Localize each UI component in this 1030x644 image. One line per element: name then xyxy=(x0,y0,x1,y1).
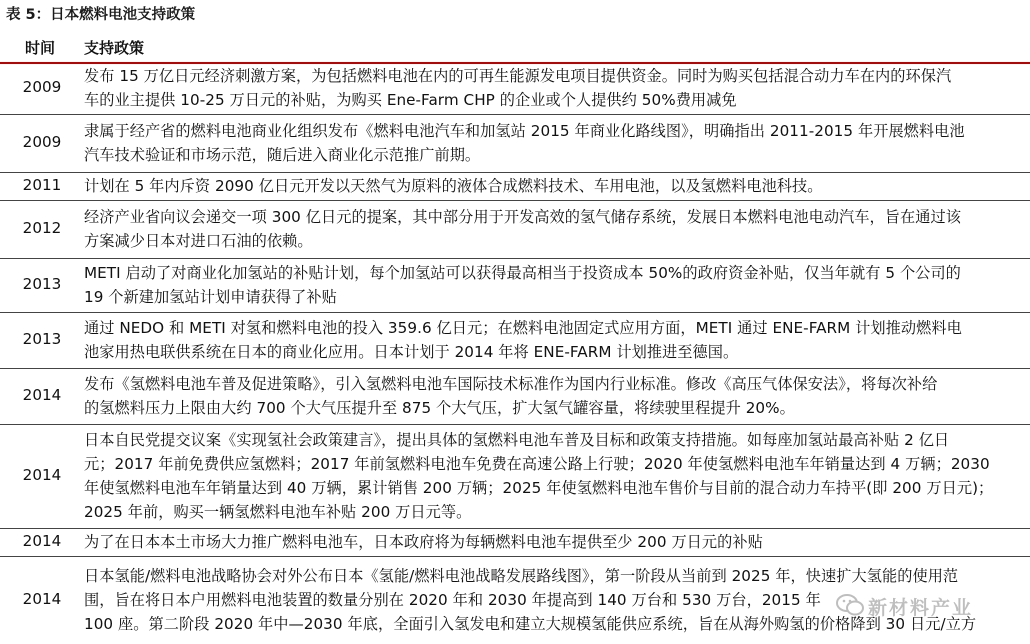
watermark xyxy=(836,585,1030,629)
row-policy xyxy=(84,174,1028,198)
row-year: 2013 xyxy=(22,275,62,293)
row-policy xyxy=(84,372,1028,420)
wechat-icon xyxy=(836,593,864,617)
row-policy xyxy=(84,261,1028,309)
policy-line: 发布 15 万亿日元经济刺激方案，为包括燃料电池在内的可再生能源发电项目提供资金。同时为购买包括混合动力车在内的环保汽 xyxy=(84,67,952,85)
row-policy xyxy=(84,64,1028,112)
row-policy xyxy=(84,530,1028,554)
table-header xyxy=(0,34,1030,64)
table-caption: 表 5：日本燃料电池支持政策 xyxy=(6,7,196,23)
policy-line: 计划在 5 年内斥资 2090 亿日元开发以天然气为原料的液体合成燃料技术、车用电池，以及氢燃料电池科技。 xyxy=(84,177,823,195)
policy-line: 隶属于经产省的燃料电池商业化组织发布《燃料电池汽车和加氢站 2015 年商业化路线图》，明确指出 2011-2015 年开展燃料电池 xyxy=(84,122,965,140)
policy-line: 19 个新建加氢站计划申请获得了补贴 xyxy=(84,288,337,306)
table-row xyxy=(0,528,1030,557)
table-row xyxy=(0,312,1030,369)
row-policy xyxy=(84,205,1028,253)
policy-line: 元；2017 年前免费供应氢燃料；2017 年前氢燃料电池车免费在高速公路上行驶；2020 年使氢燃料电池车年销量达到 4 万辆；2030 xyxy=(84,455,990,473)
table-row xyxy=(0,368,1030,425)
row-year: 2012 xyxy=(22,219,62,237)
row-year: 2014 xyxy=(22,466,62,484)
table-row xyxy=(0,200,1030,259)
row-policy xyxy=(84,119,1028,167)
table-row xyxy=(0,114,1030,173)
policy-line: 的氢燃料压力上限由大约 700 个大气压提升至 875 个大气压，扩大氢气罐容量，将续驶里程提升 20%。 xyxy=(84,399,795,417)
table-row xyxy=(0,172,1030,201)
row-year: 2011 xyxy=(22,176,62,194)
policy-line: 发布《氢燃料电池车普及促进策略》，引入氢燃料电池车国际技术标准作为国内行业标准。修改《高压气体保安法》，将每次补给 xyxy=(84,375,938,393)
policy-line: 日本自民党提交议案《实现氢社会政策建言》，提出具体的氢燃料电池车普及目标和政策支持措施。如每座加氢站最高补贴 2 亿日 xyxy=(84,431,950,449)
row-year: 2014 xyxy=(22,532,62,550)
policy-line: 车的业主提供 10-25 万日元的补贴，为购买 Ene-Farm CHP 的企业或个人提供约 50%费用减免 xyxy=(84,91,737,109)
row-year: 2014 xyxy=(22,590,62,608)
row-year: 2009 xyxy=(22,78,62,96)
policy-line: 日本氢能/燃料电池战略协会对外公布日本《氢能/燃料电池战略发展路线图》，第一阶段从当前到 2025 年，快速扩大氢能的使用范 xyxy=(84,567,959,585)
row-year: 2013 xyxy=(22,330,62,348)
policy-line: 汽车技术验证和市场示范，随后进入商业化示范推广前期。 xyxy=(84,146,481,164)
policy-line: 经济产业省向议会递交一项 300 亿日元的提案，其中部分用于开发高效的氢气储存系统，发展日本燃料电池电动汽车，旨在通过该 xyxy=(84,208,961,226)
policy-line: 年使氢燃料电池车年销量达到 40 万辆，累计销售 200 万辆；2025 年使氢燃料电池车售价与目前的混合动力车持平(即 200 万日元)； xyxy=(84,479,994,497)
row-policy xyxy=(84,428,1028,524)
watermark-text: 新材料产业 xyxy=(868,597,974,619)
table-row xyxy=(0,424,1030,529)
table-row xyxy=(0,258,1030,313)
policy-line: 2025 年前，购买一辆氢燃料电池车补贴 200 万日元等。 xyxy=(84,503,472,521)
policy-line: 为了在日本本土市场大力推广燃料电池车，日本政府将为每辆燃料电池车提供至少 200 万日元的补贴 xyxy=(84,533,763,551)
policy-line: METI 启动了对商业化加氢站的补贴计划，每个加氢站可以获得最高相当于投资成本 50%的政府资金补贴，仅当年就有 5 个公司的 xyxy=(84,264,961,282)
row-year: 2014 xyxy=(22,386,62,404)
table-row xyxy=(0,62,1030,115)
policy-line: 方案减少日本对进口石油的依赖。 xyxy=(84,232,313,250)
row-year: 2009 xyxy=(22,133,62,151)
header-year: 时间 xyxy=(25,39,56,57)
policy-line: 围，旨在将日本户用燃料电池装置的数量分别在 2020 年和 2030 年提高到 140 万台和 530 万台，2015 年 xyxy=(84,591,821,609)
policy-line: 100 座。第二阶段 2020 年中—2030 年底，全面引入氢发电和建立大规模氢能供应系统，旨在从海外购氢的价格降到 30 日元/立方 xyxy=(84,615,977,633)
policy-line: 通过 NEDO 和 METI 对氢和燃料电池的投入 359.6 亿日元；在燃料电池固定式应用方面，METI 通过 ENE-FARM 计划推动燃料电 xyxy=(84,319,962,337)
row-policy xyxy=(84,316,1028,364)
policy-line: 池家用热电联供系统在日本的商业化应用。日本计划于 2014 年将 ENE-FARM 计划推进至德国。 xyxy=(84,343,739,361)
header-policy: 支持政策 xyxy=(84,39,145,57)
